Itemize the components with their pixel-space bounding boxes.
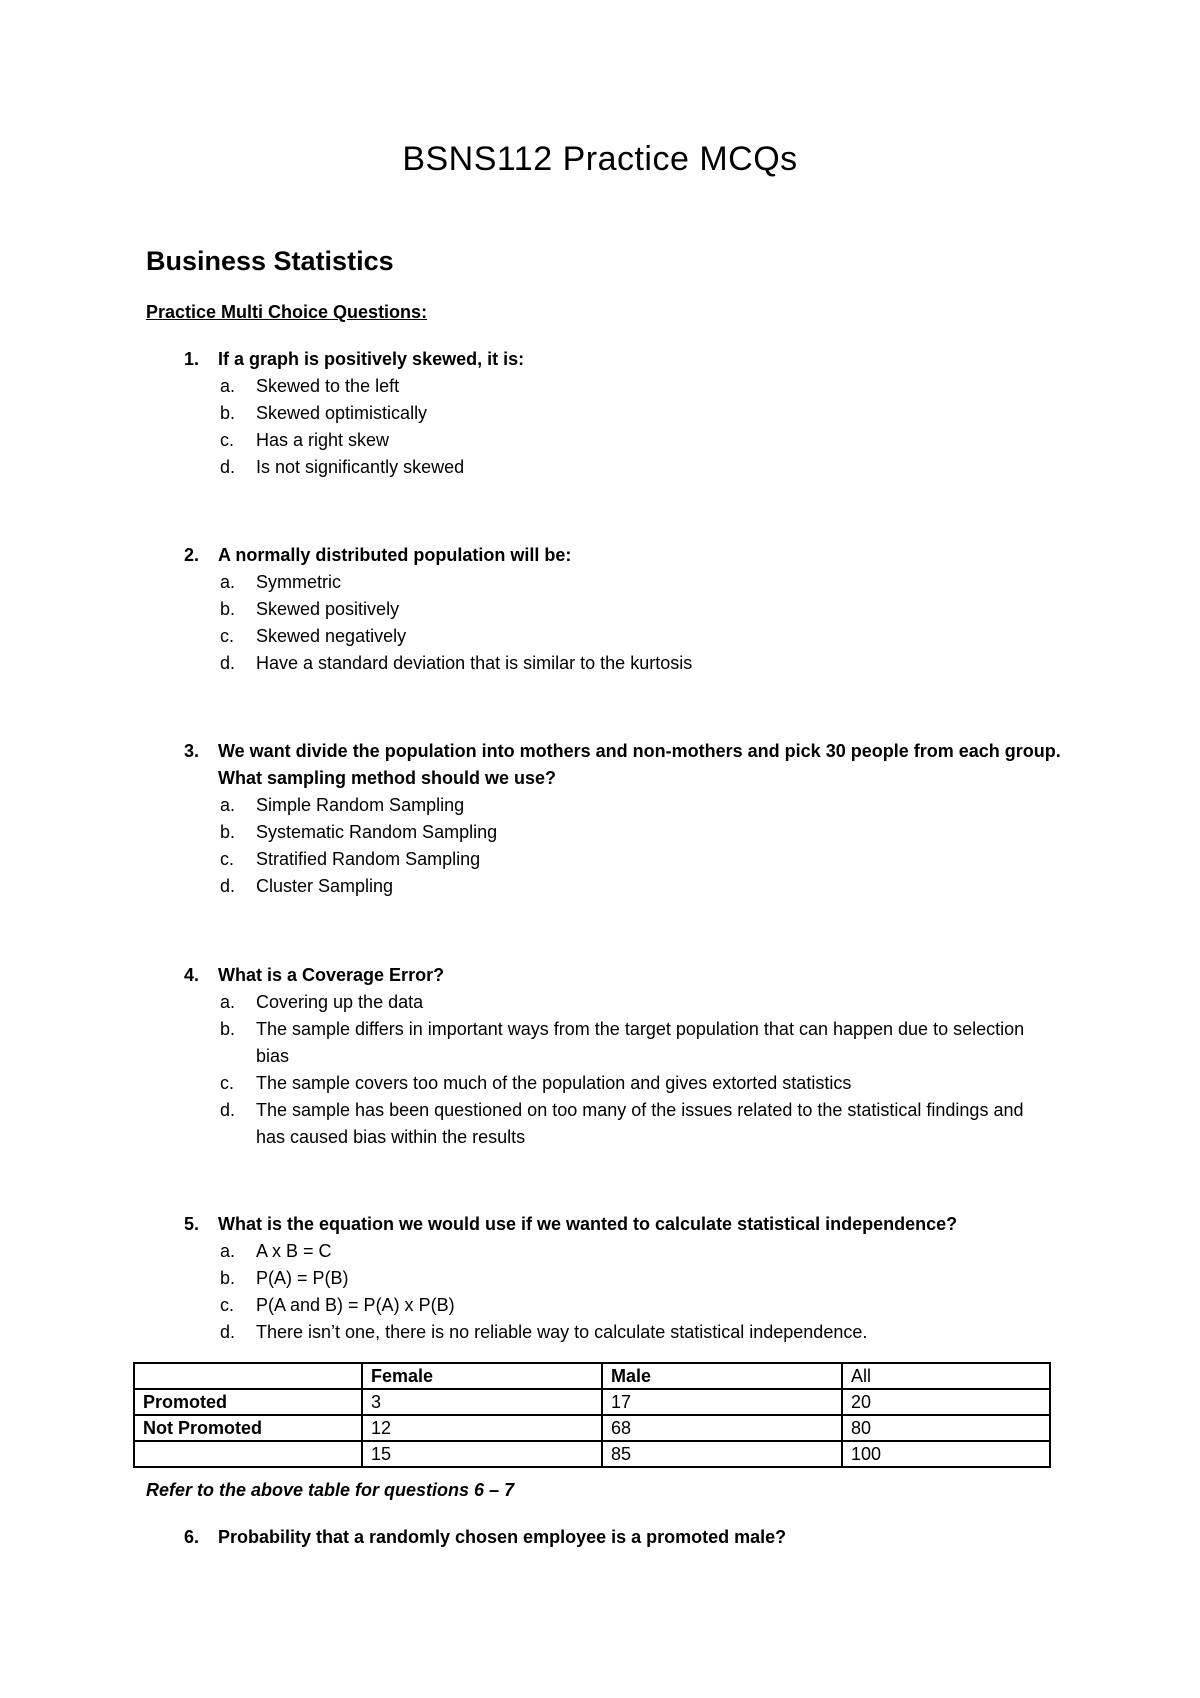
option-text: P(A) = P(B) xyxy=(256,1268,349,1288)
question-number: 2. xyxy=(184,545,200,565)
option-letter: d. xyxy=(220,876,236,896)
question-text: What is the equation we would use if we wanted to calculate statistical independence? xyxy=(218,1214,958,1234)
table-cell: 3 xyxy=(362,1389,602,1415)
option-letter: a. xyxy=(220,795,236,815)
option-text: Skewed positively xyxy=(256,599,400,619)
option-text: Covering up the data xyxy=(256,992,424,1012)
option-text: Is not significantly skewed xyxy=(256,457,465,477)
option-text: Has a right skew xyxy=(256,430,390,450)
question-number: 1. xyxy=(184,349,200,369)
promotion-table xyxy=(133,1362,1051,1468)
option-text: Symmetric xyxy=(256,572,341,592)
option-text: The sample covers too much of the population and gives extorted statistics xyxy=(256,1073,852,1093)
option-d xyxy=(146,1097,1066,1151)
option-c xyxy=(146,1292,1066,1319)
question-number: 6. xyxy=(184,1527,200,1547)
question-number: 5. xyxy=(184,1214,200,1234)
option-letter: b. xyxy=(220,599,236,619)
table-cell: 12 xyxy=(362,1415,602,1441)
option-letter: c. xyxy=(220,626,235,646)
table-note: Refer to the above table for questions 6 – 7 xyxy=(146,1480,515,1500)
option-letter: d. xyxy=(220,1322,236,1342)
option-b xyxy=(146,819,1066,846)
option-a xyxy=(146,989,1066,1016)
option-text: There isn’t one, there is no reliable way to calculate statistical independence. xyxy=(256,1322,868,1342)
option-letter: b. xyxy=(220,1268,236,1288)
option-text: A x B = C xyxy=(256,1241,332,1261)
option-text: Skewed negatively xyxy=(256,626,407,646)
option-c xyxy=(146,623,1066,650)
question-6 xyxy=(146,1524,1066,1551)
option-letter: b. xyxy=(220,403,236,423)
table-header-cell: All xyxy=(842,1363,1050,1389)
option-text: P(A and B) = P(A) x P(B) xyxy=(256,1295,455,1315)
option-d xyxy=(146,454,1066,481)
question-number: 3. xyxy=(184,741,200,761)
table-cell: 68 xyxy=(602,1415,842,1441)
question-text: What is a Coverage Error? xyxy=(218,965,445,985)
option-letter: a. xyxy=(220,1241,236,1261)
question-text: We want divide the population into mothers and non-mothers and pick 30 people from each group. What sampling method should we use? xyxy=(218,741,1061,788)
option-b xyxy=(146,400,1066,427)
table-header-cell: Male xyxy=(602,1363,842,1389)
option-text: The sample differs in important ways from the target population that can happen due to selection bias xyxy=(256,1019,1025,1066)
question-text: Probability that a randomly chosen employee is a promoted male? xyxy=(218,1527,787,1547)
question-2 xyxy=(146,542,1066,677)
table-header-row xyxy=(134,1363,1050,1389)
question-3 xyxy=(146,738,1066,900)
option-d xyxy=(146,873,1066,900)
question-number: 4. xyxy=(184,965,200,985)
table-cell: 20 xyxy=(842,1389,1050,1415)
option-letter: c. xyxy=(220,1295,235,1315)
option-letter: a. xyxy=(220,992,236,1012)
option-letter: c. xyxy=(220,430,235,450)
option-a xyxy=(146,792,1066,819)
table-cell: 85 xyxy=(602,1441,842,1467)
option-letter: d. xyxy=(220,457,236,477)
table-cell: 100 xyxy=(842,1441,1050,1467)
option-b xyxy=(146,1265,1066,1292)
document-title: BSNS112 Practice MCQs xyxy=(402,140,798,178)
option-a xyxy=(146,569,1066,596)
option-text: Simple Random Sampling xyxy=(256,795,465,815)
option-c xyxy=(146,1070,1066,1097)
table-cell: 17 xyxy=(602,1389,842,1415)
option-text: Skewed optimistically xyxy=(256,403,428,423)
option-b xyxy=(146,1016,1066,1070)
question-5 xyxy=(146,1211,1066,1346)
option-letter: d. xyxy=(220,1100,236,1120)
option-b xyxy=(146,596,1066,623)
question-4 xyxy=(146,962,1066,1151)
option-letter: c. xyxy=(220,1073,235,1093)
option-letter: a. xyxy=(220,572,236,592)
question-text: If a graph is positively skewed, it is: xyxy=(218,349,525,369)
option-text: Cluster Sampling xyxy=(256,876,394,896)
option-text: Have a standard deviation that is similar to the kurtosis xyxy=(256,653,693,673)
option-d xyxy=(146,1319,1066,1346)
table-row-label: Not Promoted xyxy=(134,1415,362,1441)
table-header-cell: Female xyxy=(362,1363,602,1389)
subject-heading: Business Statistics xyxy=(146,246,394,276)
option-text: The sample has been questioned on too many of the issues related to the statistical findings and has caused bias within the results xyxy=(256,1100,1024,1147)
option-c xyxy=(146,846,1066,873)
table-row-label: Promoted xyxy=(134,1389,362,1415)
table-row-label xyxy=(134,1441,362,1467)
option-letter: d. xyxy=(220,653,236,673)
option-letter: a. xyxy=(220,376,236,396)
question-text: A normally distributed population will be: xyxy=(218,545,572,565)
option-letter: b. xyxy=(220,822,236,842)
option-a xyxy=(146,373,1066,400)
option-a xyxy=(146,1238,1066,1265)
table-cell: 80 xyxy=(842,1415,1050,1441)
option-letter: c. xyxy=(220,849,235,869)
question-1 xyxy=(146,346,1066,481)
option-text: Skewed to the left xyxy=(256,376,400,396)
table-row xyxy=(134,1415,1050,1441)
table-cell xyxy=(134,1363,362,1389)
section-subheading: Practice Multi Choice Questions: xyxy=(146,302,428,322)
option-c xyxy=(146,427,1066,454)
option-text: Systematic Random Sampling xyxy=(256,822,498,842)
table-cell: 15 xyxy=(362,1441,602,1467)
table-row xyxy=(134,1441,1050,1467)
option-text: Stratified Random Sampling xyxy=(256,849,481,869)
table-row xyxy=(134,1389,1050,1415)
option-letter: b. xyxy=(220,1019,236,1039)
option-d xyxy=(146,650,1066,677)
